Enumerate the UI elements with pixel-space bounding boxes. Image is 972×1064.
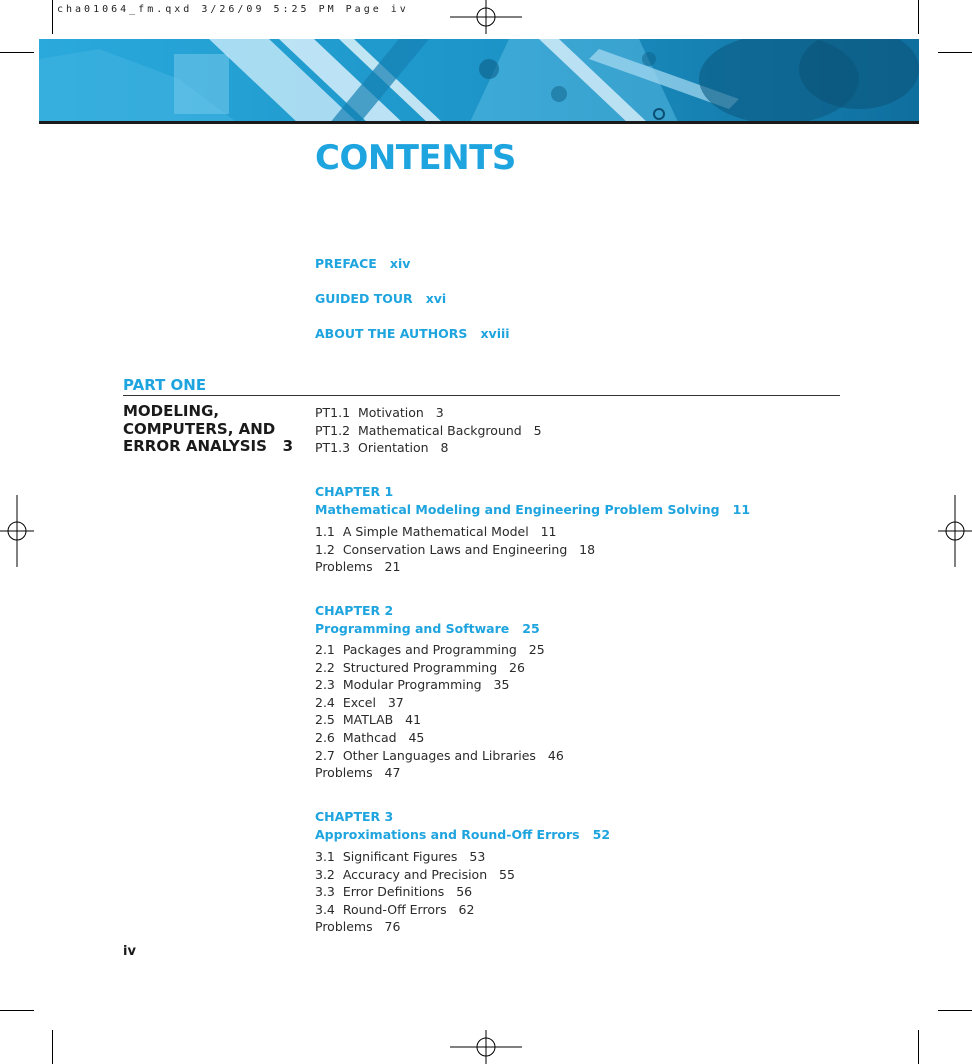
chapter-title[interactable]: Approximations and Round-Off Errors 52 — [315, 827, 611, 842]
toc-entry[interactable]: Problems 21 — [315, 559, 401, 575]
entry-label: PREFACE — [315, 256, 377, 271]
crop-mark — [938, 52, 972, 53]
crop-mark — [918, 1030, 919, 1064]
toc-entry[interactable]: 1.1 A Simple Mathematical Model 11 — [315, 524, 557, 539]
toc-entry[interactable]: 2.5 MATLAB 41 — [315, 712, 422, 728]
crop-mark — [938, 1010, 972, 1011]
crop-mark — [52, 1030, 53, 1064]
chapter-sections — [315, 641, 564, 782]
header-banner-image — [39, 39, 919, 124]
toc-entry[interactable]: PT1.3 Orientation 8 — [315, 440, 449, 456]
toc-entry[interactable]: 3.3 Error Definitions 56 — [315, 884, 473, 900]
part-label: PART ONE — [123, 376, 207, 394]
part-divider — [123, 395, 840, 396]
chapter-number: CHAPTER 2 — [315, 603, 394, 618]
part-title-line: COMPUTERS, AND — [123, 419, 276, 438]
toc-entry[interactable]: PT1.1 Motivation 3 — [315, 405, 444, 420]
toc-entry[interactable]: 2.1 Packages and Programming 25 — [315, 642, 545, 657]
entry-page: xvi — [425, 291, 447, 306]
toc-entry[interactable]: Problems 76 — [315, 919, 401, 935]
crop-mark — [52, 0, 53, 34]
banner-rule — [39, 121, 919, 124]
part-title[interactable] — [123, 403, 293, 456]
entry-label: ABOUT THE AUTHORS — [315, 326, 468, 341]
entry-label: GUIDED TOUR — [315, 291, 413, 306]
part-title-line: ERROR ANALYSIS 3 — [123, 437, 294, 455]
printer-slug: cha01064_fm.qxd 3/26/09 5:25 PM Page iv — [57, 4, 409, 15]
chapter-number: CHAPTER 3 — [315, 809, 394, 824]
registration-mark-icon — [450, 0, 522, 34]
chapter-sections — [315, 523, 595, 576]
toc-entry[interactable]: PT1.2 Mathematical Background 5 — [315, 422, 542, 438]
chapter-sections — [315, 848, 515, 936]
registration-mark-icon — [0, 495, 34, 567]
chapter-title[interactable]: Programming and Software 25 — [315, 621, 540, 636]
registration-mark-icon — [938, 495, 972, 567]
crop-mark — [0, 1010, 34, 1011]
toc-entry[interactable]: 2.2 Structured Programming 26 — [315, 659, 525, 675]
page-title: CONTENTS — [315, 138, 516, 178]
toc-entry[interactable]: Problems 47 — [315, 765, 401, 781]
chapter-number: CHAPTER 1 — [315, 484, 394, 499]
chapter-title[interactable]: Mathematical Modeling and Engineering Problem Solving 11 — [315, 502, 751, 517]
toc-entry-preface[interactable] — [315, 256, 410, 271]
crop-mark — [0, 52, 34, 53]
part-entries — [315, 404, 542, 457]
toc-entry[interactable]: 1.2 Conservation Laws and Engineering 18 — [315, 541, 596, 557]
toc-entry[interactable]: 2.6 Mathcad 45 — [315, 729, 425, 745]
toc-entry[interactable]: 2.4 Excel 37 — [315, 694, 404, 710]
crop-mark — [918, 0, 919, 34]
toc-entry[interactable]: 3.4 Round-Off Errors 62 — [315, 901, 475, 917]
toc-entry-guided-tour[interactable] — [315, 291, 446, 306]
toc-entry[interactable]: 3.2 Accuracy and Precision 55 — [315, 866, 515, 882]
part-title-line: MODELING, — [123, 402, 220, 420]
toc-entry[interactable]: 2.3 Modular Programming 35 — [315, 677, 510, 693]
registration-mark-icon — [450, 1030, 522, 1064]
entry-page: xiv — [389, 256, 411, 271]
toc-entry[interactable]: 3.1 Significant Figures 53 — [315, 849, 486, 864]
toc-entry[interactable]: 2.7 Other Languages and Libraries 46 — [315, 747, 564, 763]
toc-entry-about-authors[interactable] — [315, 326, 510, 341]
page-number: iv — [123, 944, 136, 959]
entry-page: xviii — [480, 326, 510, 341]
